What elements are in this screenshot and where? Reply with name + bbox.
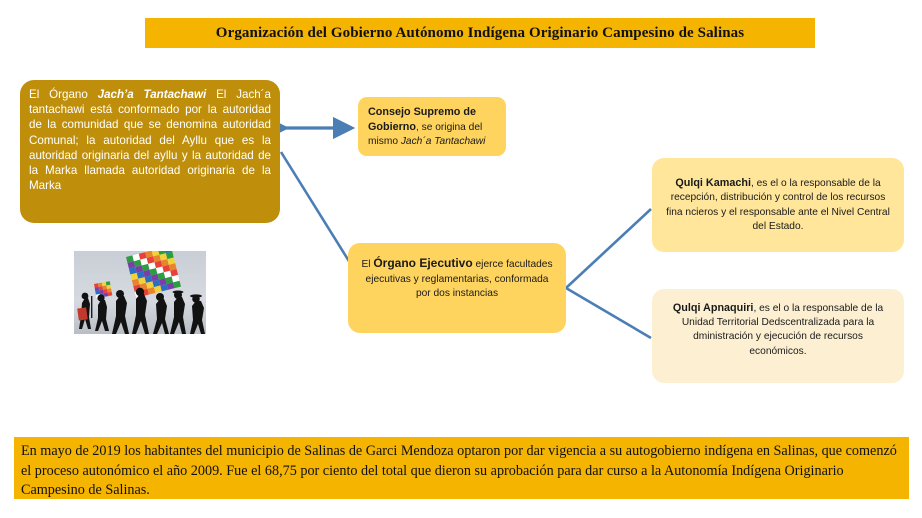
caption-text: En mayo de 2019 los habitantes del municipio de Salinas de Garci Mendoza optaron por dar vigencia a su autogobierno indígena en Salinas, que comenzó el proceso autonómico el año 2009. Fue el 68,75 por ciento del total que dieron su aprobación para dar curso a la Autonomía Indígena Originario Campesino de Salinas. — [21, 443, 897, 498]
consejo-emphasis: Jach´a Tantachawi — [400, 135, 486, 147]
node-organo-ejecutivo-text — [360, 251, 554, 302]
caption-banner — [14, 437, 909, 499]
apnaquiri-body: , es el o la responsable de la Unidad Territorial Dedscentralizada para la dministración y ejecución de recursos económicos. — [681, 303, 884, 357]
apnaquiri-strong: Qulqi Apnaquiri — [672, 302, 754, 314]
wiphala-march-photo — [74, 251, 206, 334]
connector-jacha-to-ejecutivo — [281, 152, 352, 266]
node-qulqi-apnaquiri — [652, 289, 904, 383]
consejo-plain: , se origina del mismo — [368, 121, 483, 147]
kamachi-strong: Qulqi Kamachi — [675, 177, 751, 190]
node-qulqi-kamachi-text — [666, 176, 890, 234]
connector-ejecutivo-to-kamachi — [566, 209, 651, 288]
node-consejo-supremo-de-gobierno — [358, 97, 506, 156]
consejo-strong: Consejo Supremo de Gobierno — [368, 105, 476, 133]
ejecutivo-lead-plain: El — [361, 259, 374, 270]
node-qulqi-kamachi — [652, 158, 904, 252]
node-jacha-tantachawi — [20, 80, 280, 223]
connector-ejecutivo-to-apnaquiri — [566, 288, 651, 338]
node-organo-ejecutivo — [348, 243, 566, 333]
jacha-lead-emphasis: Jach’a Tantachawi — [97, 88, 207, 101]
jacha-body: El Jach´a tantachawi está conformado por la autoridad de la comunidad que se denomina autoridad Comunal; la autoridad del Ayllu que es la autoridad originaria del ayllu y la autoridad de la Marka llamada autoridad originaria de la Marka — [29, 88, 271, 193]
node-qulqi-apnaquiri-text — [666, 297, 890, 359]
page-title: Organización del Gobierno Autónomo Indígena Originario Campesino de Salinas — [215, 24, 745, 41]
node-jacha-tantachawi-text — [29, 87, 271, 193]
node-consejo-supremo-text — [368, 105, 496, 149]
title-banner — [145, 18, 815, 48]
jacha-lead-plain: El Órgano — [29, 88, 98, 101]
kamachi-body: , es el o la responsable de la recepción, distribución y control de los recursos fina ncieros y el responsable ante el Nivel Central del Estado. — [666, 178, 890, 232]
ejecutivo-body: ejerce facultades ejecutivas y reglamentarias, conformada por dos instancias — [365, 259, 553, 299]
ejecutivo-strong: Órgano Ejecutivo — [373, 256, 473, 270]
